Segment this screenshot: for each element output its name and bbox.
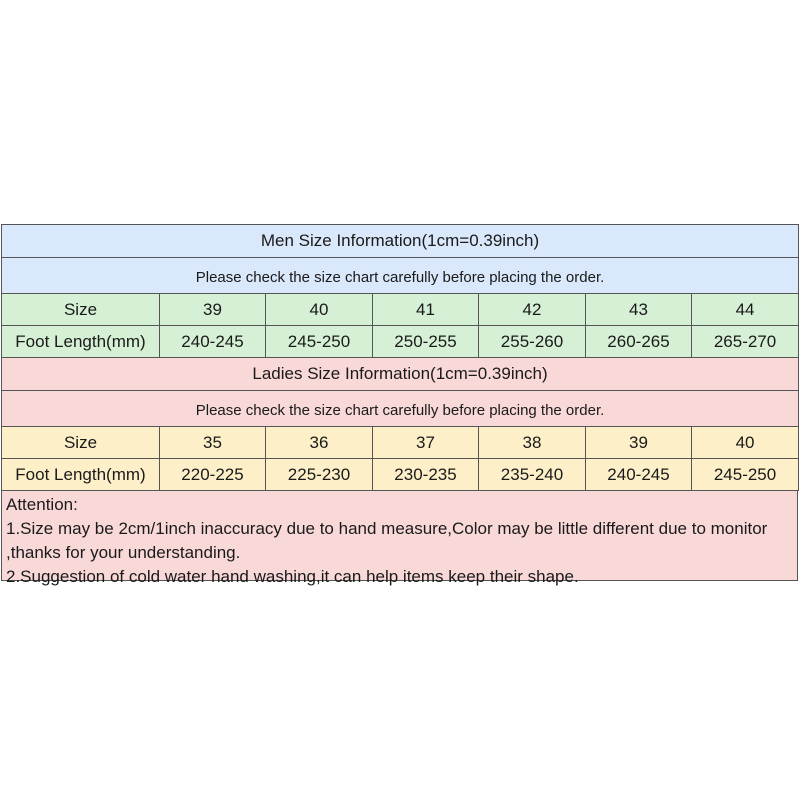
attention-heading: Attention: — [6, 495, 78, 514]
ladies-length-row — [2, 459, 799, 491]
men-size-cell: 41 — [373, 294, 479, 326]
men-length-cell: 260-265 — [586, 326, 692, 358]
ladies-size-cell: 37 — [373, 427, 479, 459]
ladies-size-label: Size — [2, 427, 160, 459]
ladies-size-cell: 40 — [692, 427, 799, 459]
men-length-cell: 255-260 — [479, 326, 586, 358]
ladies-size-cell: 39 — [586, 427, 692, 459]
men-note-row — [2, 258, 799, 294]
size-chart — [1, 224, 798, 586]
ladies-title-row — [2, 358, 799, 391]
men-size-row — [2, 294, 799, 326]
men-length-label: Foot Length(mm) — [2, 326, 160, 358]
attention-line-1: 1.Size may be 2cm/1inch inaccuracy due to hand measure,Color may be little different due to monitor ,thanks for your understanding. — [6, 519, 768, 562]
size-table — [1, 224, 799, 491]
men-length-cell: 240-245 — [160, 326, 266, 358]
ladies-length-cell: 225-230 — [266, 459, 373, 491]
ladies-length-cell: 230-235 — [373, 459, 479, 491]
men-length-cell: 250-255 — [373, 326, 479, 358]
ladies-length-cell: 235-240 — [479, 459, 586, 491]
ladies-title: Ladies Size Information(1cm=0.39inch) — [2, 358, 799, 391]
men-size-cell: 42 — [479, 294, 586, 326]
ladies-note-row — [2, 391, 799, 427]
men-size-cell: 44 — [692, 294, 799, 326]
men-size-cell: 39 — [160, 294, 266, 326]
men-length-cell: 245-250 — [266, 326, 373, 358]
ladies-note: Please check the size chart carefully before placing the order. — [2, 391, 799, 427]
attention-line-2: 2.Suggestion of cold water hand washing,it can help items keep their shape. — [6, 567, 579, 586]
ladies-size-cell: 36 — [266, 427, 373, 459]
ladies-size-cell: 38 — [479, 427, 586, 459]
men-length-row — [2, 326, 799, 358]
men-title-row — [2, 225, 799, 258]
ladies-size-cell: 35 — [160, 427, 266, 459]
men-title: Men Size Information(1cm=0.39inch) — [2, 225, 799, 258]
men-size-label: Size — [2, 294, 160, 326]
ladies-size-row — [2, 427, 799, 459]
ladies-length-cell: 220-225 — [160, 459, 266, 491]
ladies-length-cell: 245-250 — [692, 459, 799, 491]
attention-box — [1, 491, 798, 586]
men-size-cell: 40 — [266, 294, 373, 326]
men-note: Please check the size chart carefully before placing the order. — [2, 258, 799, 294]
men-length-cell: 265-270 — [692, 326, 799, 358]
ladies-length-label: Foot Length(mm) — [2, 459, 160, 491]
ladies-length-cell: 240-245 — [586, 459, 692, 491]
men-size-cell: 43 — [586, 294, 692, 326]
